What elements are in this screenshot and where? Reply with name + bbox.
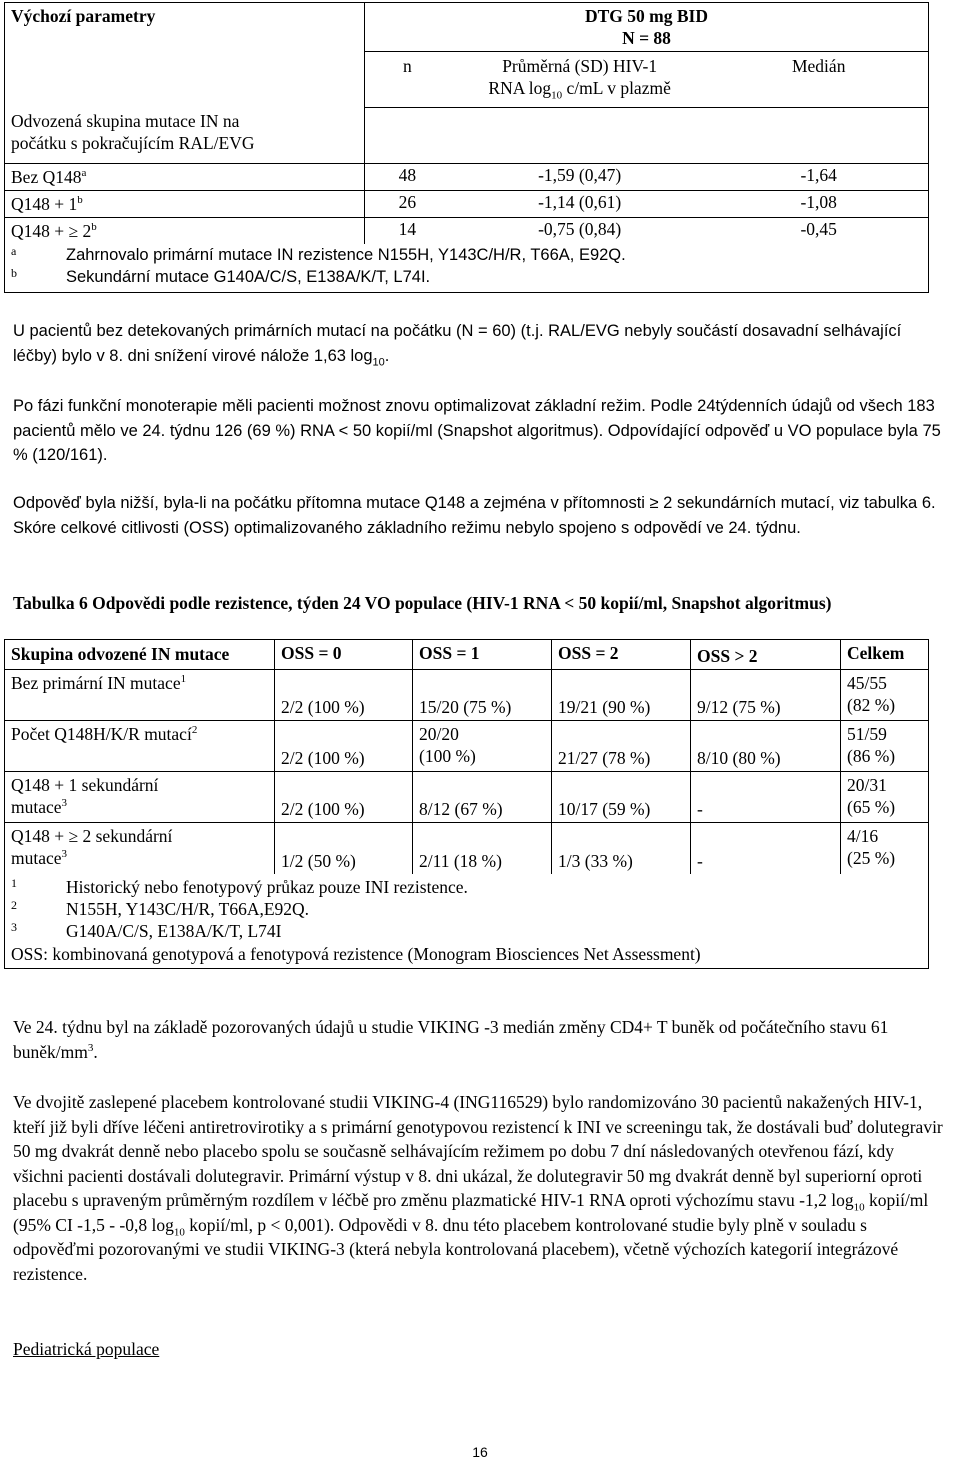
paragraph-1: U pacientů bez detekovaných primárních mutací na počátku (N = 60) (t.j. RAL/EVG nebyly součástí dosavadní selhávající léčby) bylo v 8. dni snížení virové nálože 1,63 $\log_{10}$. (13, 322, 902, 368)
table-row: $Q148 + 1^b$ 26 -1,14 (0,61) -1,08 (5, 191, 929, 218)
table-row: Q148 + ≥ $2^b$ 14 -0,75 (0,84) -0,45 (5, 218, 929, 245)
header-oss1: OSS = 1 (413, 640, 552, 670)
section-label: Odvozená skupina mutace IN na počátku s pokračujícím RAL/EVG (5, 108, 365, 164)
oss-note: OSS: kombinovaná genotypová a fenotypová rezistence (Monogram Biosciences Net Assessment) (11, 943, 701, 964)
resistance-table-footnotes: 1 Historický nebo fenotypový průkaz pouze INI rezistence. 2 N155H, Y143C/H/R, T66A,E92Q. 3 G140A/C/S, E138A/K/T, L74I OSS: kombinovaná genotypová a fenotypová rezistence (Monogram Biosciences Net Assessment) (5, 874, 929, 969)
resistance-table (4, 639, 929, 969)
col-mean-line2: RNA log (488, 78, 552, 98)
header-group: Skupina odvozené IN mutace (5, 640, 275, 670)
table-row: Bez primární IN mutace$^1$ 2/2 (100 %) 15/20 (75 %) 19/21 (90 %) 9/12 (75 %) 45/55 (82 %) (5, 670, 929, 721)
header-oss3: OSS > 2 (691, 640, 841, 670)
table-row: Q148 + ≥ 2 sekundární mutace$^3$ 1/2 (50 %) 2/11 (18 %) 1/3 (33 %) - 4/16 (25 %) (5, 823, 929, 874)
paragraph-5: Ve dvojitě zaslepené placebem kontrolované studii VIKING-4 (ING116529) bylo randomizováno 30 pacientů nakažených HIV-1, kteří již byli dříve léčeni antiretrovirotiky a s primární genotypovou rezistencí k INI ve screeningu tak, že dostávali buď dolutegravir 50 mg dvakrát denně nebo placebo spolu se současně selhávajícím režimem po dobu 7 dní následovaných otevřenou fází, kdy všichni pacienti dostávali dolutegravir. Primární výstup v 8. dni ukázal, že dolutegravir 50 mg dvakrát denně byl superiorní oproti placebu s upraveným průměrným rozdílem v léčbě pro změnu plazmatické HIV-1 RNA oproti výchozímu stavu -1,2 $\log_{10}$ kopií/ml (95% CI -1,5 - -0,8 $\log_{10}$ kopií/ml, p < 0,001). Odpovědi v 8. dnu této placebem kontrolované studie byly plně v souladu s odpověďmi pozorovanými ve studii VIKING-3 (která nebyla kontrolovaná placebem), včetně výchozích kategorií integrázové rezistence. (13, 1092, 943, 1284)
col-mean-line1: Průměrná (SD) HIV-1 (502, 56, 658, 76)
header-oss2: OSS = 2 (552, 640, 691, 670)
table-row: Q148 + 1 sekundární mutace$^3$ 2/2 (100 %) 8/12 (67 %) 10/17 (59 %) - 20/31 (65 %) (5, 772, 929, 823)
col-n: n (403, 56, 412, 76)
paragraph-2: Po fázi funkční monoterapie měli pacienti možnost znovu optimalizovat základní režim. Podle 24týdenních údajů od všech 183 pacientů mělo ve 24. týdnu 126 (69 %) RNA < 50 kopií/ml (Snapshot algoritmus). Odpovídající odpověď u VO populace byla 75 % (120/161). (13, 397, 941, 464)
section-heading: Pediatrická populace (13, 1339, 160, 1359)
col-median: Medián (791, 56, 846, 76)
header-oss0: OSS = 0 (275, 640, 413, 670)
table-row: Počet Q148H/K/R mutací$^2$ 2/2 (100 %) 20/20 (100 %) 21/27 (78 %) 8/10 (80 %) 51/59 (86 %) (5, 721, 929, 772)
header-total: Celkem (841, 640, 929, 670)
paragraph-4: Ve 24. týdnu byl na základě pozorovaných údajů u studie VIKING -3 medián změny CD4+ T buněk od počátečního stavu 61 buněk/$mm^3$. (13, 1017, 889, 1062)
baseline-table-footnotes: a Zahrnovalo primární mutace IN rezistence N155H, Y143C/H/R, T66A, E92Q. b Sekundární mutace G140A/C/S, E138A/K/T, L74I. (5, 244, 929, 293)
baseline-table: Výchozí parametry DTG 50 mg BID N = 88 n Průměrná (SD) HIV-1 RNA $\log_{10} c/mL$ v plazmě Medián Odvozená skupina mutace IN na počátku s pokračujícím RAL/EVG Bez Q148$^a$ 48 -1,59 (0,47) -1,64 $Q148 + 1^b$ 26 -1,14 (0,61) -1,08 Q148 + ≥ $2^b$ 14 -0,75 (0,84) -0,45 a Zahrnovalo primární mutace IN rezistence N155H, Y143C/H/R, T66A, E92Q. b Sekundární mutace G140A/C/S, E138A/K/T, L74I. (4, 2, 929, 293)
header-left: Výchozí parametry (5, 3, 365, 108)
header-group-title: DTG 50 mg BID (585, 6, 708, 26)
page-number: 16 (472, 1444, 488, 1460)
header-group-n: N = 88 (622, 28, 671, 48)
table-row: Bez Q148$^a$ 48 -1,59 (0,47) -1,64 (5, 164, 929, 191)
table6-caption: Tabulka 6 Odpovědi podle rezistence, týden 24 VO populace (HIV-1 RNA < 50 kopií/ml, Snapshot algoritmus) (13, 593, 832, 613)
paragraph-3: Odpověď byla nižší, byla-li na počátku přítomna mutace Q148 a zejména v přítomnosti ≥ 2 sekundárních mutací, viz tabulka 6. Skóre celkové citlivosti (OSS) optimalizovaného základního režimu nebylo spojeno s odpovědí ve 24. týdnu. (13, 494, 936, 537)
